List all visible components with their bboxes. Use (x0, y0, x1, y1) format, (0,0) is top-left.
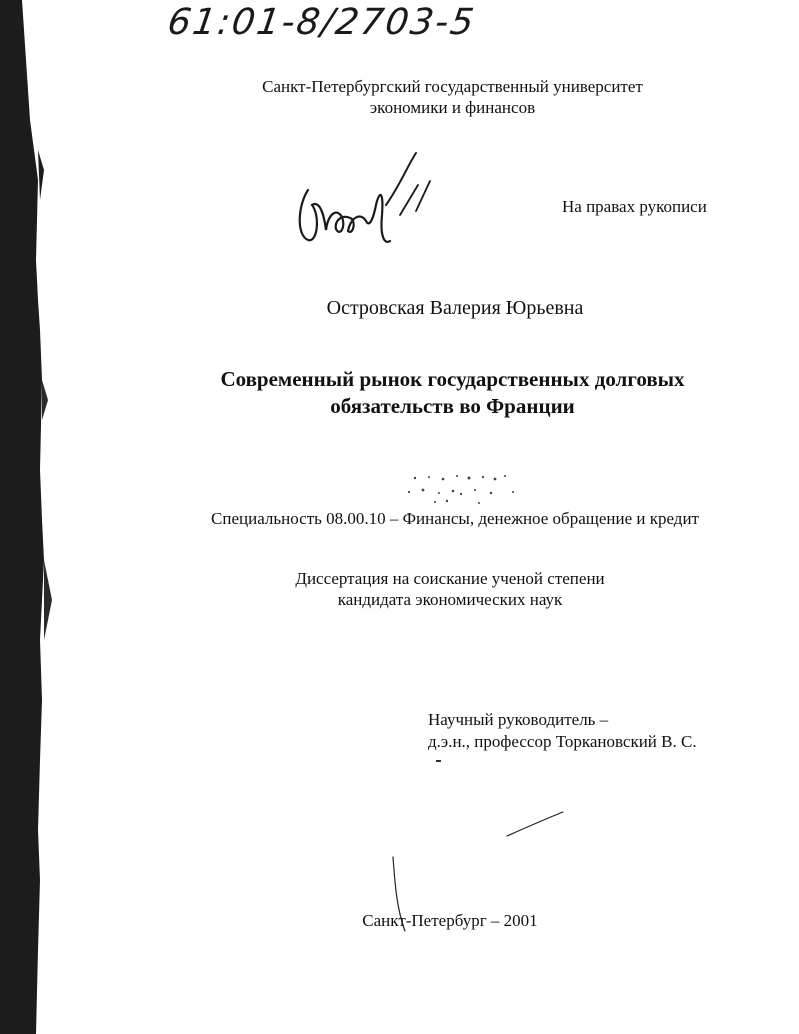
degree-statement (240, 568, 660, 610)
scan-binding-edge (0, 0, 56, 1034)
scientific-supervisor (428, 709, 697, 753)
dissertation-title (180, 366, 725, 420)
manuscript-rights-note: На правах рукописи (562, 197, 707, 216)
archive-code: 61:01-8/2703-5 (165, 2, 479, 43)
supervisor-line-1: Научный руководитель – (428, 710, 609, 729)
title-line-1: Современный рынок государственных долговых (220, 367, 685, 391)
supervisor-line-2: д.э.н., профессор Торкановский В. С. (428, 732, 697, 751)
university-line-1: Санкт-Петербургский государственный университет (262, 77, 643, 96)
degree-line-2: кандидата экономических наук (337, 590, 563, 609)
specialty-line: Специальность 08.00.10 – Финансы, денежное обращение и кредит (211, 509, 699, 528)
university-name (230, 76, 675, 118)
place-and-year: Санкт-Петербург – 2001 (362, 911, 538, 930)
stamp-smudge (395, 468, 545, 508)
title-line-2: обязательств во Франции (330, 394, 575, 418)
pen-stroke (505, 810, 565, 840)
handwritten-signature (290, 145, 450, 255)
degree-line-1: Диссертация на соискание ученой степени (295, 569, 605, 588)
ink-mark (436, 760, 441, 762)
author-name: Островская Валерия Юрьевна (326, 297, 584, 319)
university-line-2: экономики и финансов (369, 98, 536, 117)
